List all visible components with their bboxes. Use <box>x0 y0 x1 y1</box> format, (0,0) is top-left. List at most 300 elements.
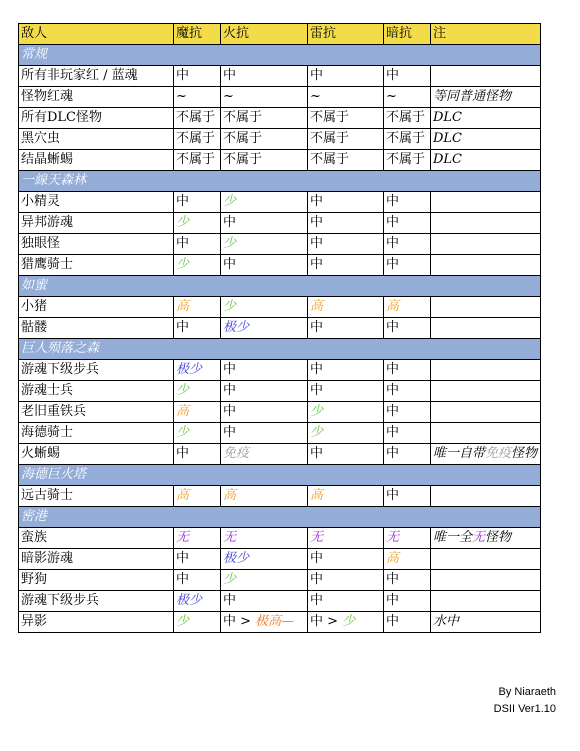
cell-fire <box>221 87 308 108</box>
cell-magic <box>174 570 221 591</box>
cell-text: 中 <box>176 446 190 461</box>
cell-magic <box>174 234 221 255</box>
cell-dark <box>384 150 431 171</box>
cell-text: 高 <box>310 299 324 314</box>
cell-text: 中 <box>176 68 190 83</box>
cell-text: 中 <box>176 236 190 251</box>
cell-dark <box>384 318 431 339</box>
table-row <box>19 549 541 570</box>
cell-enemy <box>19 444 174 465</box>
cell-text: 中 <box>310 572 324 587</box>
cell-note <box>431 549 541 570</box>
cell-dark <box>384 66 431 87</box>
cell-lightning <box>308 591 384 612</box>
cell-fire <box>221 234 308 255</box>
cell-note <box>431 150 541 171</box>
cell-dark <box>384 612 431 633</box>
cell-text: 中 <box>310 320 324 335</box>
cell-text: 结晶蜥蜴 <box>21 152 74 167</box>
cell-text: 中 <box>223 257 237 272</box>
cell-enemy <box>19 381 174 402</box>
cell-text: 中 <box>310 383 324 398</box>
cell-lightning <box>308 129 384 150</box>
cell-text: 不属于 <box>223 152 263 167</box>
cell-text: 中 <box>223 215 237 230</box>
cell-magic <box>174 423 221 444</box>
cell-text: 少 <box>223 299 237 314</box>
table-row <box>19 234 541 255</box>
cell-dark <box>384 423 431 444</box>
cell-fire <box>221 192 308 213</box>
cell-text: 独眼怪 <box>21 236 61 251</box>
cell-enemy <box>19 150 174 171</box>
cell-magic <box>174 213 221 234</box>
cell-text: 中 <box>386 383 400 398</box>
cell-magic <box>174 402 221 423</box>
cell-enemy <box>19 129 174 150</box>
cell-note <box>431 381 541 402</box>
cell-dark <box>384 360 431 381</box>
cell-text: 少 <box>176 614 190 629</box>
cell-text: 中 <box>310 68 324 83</box>
cell-lightning <box>308 66 384 87</box>
cell-note <box>431 297 541 318</box>
footer <box>494 684 556 718</box>
cell-text: 不属于 <box>176 110 216 125</box>
table-row <box>19 297 541 318</box>
cell-lightning <box>308 108 384 129</box>
cell-note <box>431 87 541 108</box>
cell-lightning <box>308 234 384 255</box>
table-row <box>19 612 541 633</box>
cell-text-part: 唯一自带 <box>433 446 486 461</box>
cell-fire <box>221 591 308 612</box>
cell-dark <box>384 87 431 108</box>
section-row <box>19 507 541 528</box>
cell-text: 远古骑士 <box>21 488 74 503</box>
cell-text: 野狗 <box>21 572 48 587</box>
cell-magic <box>174 66 221 87</box>
cell-lightning <box>308 486 384 507</box>
cell-text: 极少 <box>176 593 203 608</box>
cell-magic <box>174 108 221 129</box>
header-enemy: 敌人 <box>19 24 174 45</box>
cell-dark <box>384 570 431 591</box>
table-header-row <box>19 24 541 45</box>
cell-fire <box>221 570 308 591</box>
table-row <box>19 360 541 381</box>
cell-note <box>431 234 541 255</box>
cell-dark <box>384 213 431 234</box>
cell-text: 中 <box>223 593 237 608</box>
cell-text: 蛮族 <box>21 530 48 545</box>
cell-enemy <box>19 528 174 549</box>
header-fire-resist: 火抗 <box>221 24 308 45</box>
cell-text: 不属于 <box>310 110 350 125</box>
cell-fire <box>221 486 308 507</box>
cell-text: 中 <box>223 383 237 398</box>
cell-lightning <box>308 213 384 234</box>
section-row <box>19 45 541 66</box>
cell-text: 中 <box>310 362 324 377</box>
section-title: 巨人殒落之森 <box>19 339 541 360</box>
cell-lightning <box>308 192 384 213</box>
cell-text: 水中 <box>433 614 460 629</box>
cell-dark <box>384 108 431 129</box>
cell-text: 少 <box>223 236 237 251</box>
cell-text: ~ <box>310 89 321 104</box>
cell-text: ~ <box>386 89 397 104</box>
cell-text: 极少 <box>176 362 203 377</box>
section-row <box>19 276 541 297</box>
cell-text: 海德骑士 <box>21 425 74 440</box>
cell-text: 高 <box>176 299 190 314</box>
cell-note <box>431 528 541 549</box>
cell-note <box>431 66 541 87</box>
cell-note <box>431 213 541 234</box>
header-dark-resist: 暗抗 <box>384 24 431 45</box>
cell-fire <box>221 255 308 276</box>
cell-text: DLC <box>433 110 463 125</box>
cell-text: 异影 <box>21 614 48 629</box>
cell-text: DLC <box>433 131 463 146</box>
cell-note <box>431 486 541 507</box>
cell-note <box>431 423 541 444</box>
cell-magic <box>174 129 221 150</box>
cell-enemy <box>19 486 174 507</box>
cell-enemy <box>19 402 174 423</box>
cell-fire <box>221 381 308 402</box>
cell-text: 火蜥蜴 <box>21 446 61 461</box>
cell-fire <box>221 360 308 381</box>
cell-text: 中 <box>386 68 400 83</box>
cell-note <box>431 318 541 339</box>
cell-fire <box>221 213 308 234</box>
cell-text: 无 <box>176 530 190 545</box>
cell-enemy <box>19 318 174 339</box>
cell-fire <box>221 528 308 549</box>
cell-text: 中 <box>386 320 400 335</box>
cell-text: 高 <box>310 488 324 503</box>
header-magic-resist: 魔抗 <box>174 24 221 45</box>
cell-text: 暗影游魂 <box>21 551 74 566</box>
cell-note <box>431 444 541 465</box>
cell-magic <box>174 360 221 381</box>
cell-text: 异邦游魂 <box>21 215 74 230</box>
cell-text: 少 <box>176 215 190 230</box>
cell-lightning <box>308 528 384 549</box>
cell-lightning <box>308 612 384 633</box>
table-row <box>19 444 541 465</box>
cell-text: 少 <box>176 257 190 272</box>
cell-text: 中 <box>176 551 190 566</box>
cell-text: 中 <box>310 257 324 272</box>
cell-text: 游魂士兵 <box>21 383 74 398</box>
cell-text: 少 <box>310 404 324 419</box>
cell-magic <box>174 255 221 276</box>
cell-text: 不属于 <box>386 152 426 167</box>
cell-note <box>431 108 541 129</box>
cell-text-part: 怪物 <box>485 530 512 545</box>
cell-text: 中 <box>223 425 237 440</box>
cell-text: 不属于 <box>223 110 263 125</box>
section-title: 一線天森林 <box>19 171 541 192</box>
cell-text: 中 <box>176 194 190 209</box>
cell-text: 中 <box>310 551 324 566</box>
cell-note <box>431 192 541 213</box>
cell-fire <box>221 108 308 129</box>
cell-text: 不属于 <box>310 131 350 146</box>
cell-note <box>431 570 541 591</box>
cell-lightning <box>308 318 384 339</box>
cell-note <box>431 255 541 276</box>
cell-lightning <box>308 360 384 381</box>
cell-enemy <box>19 234 174 255</box>
cell-text: 高 <box>386 551 400 566</box>
cell-enemy <box>19 255 174 276</box>
cell-text: 免疫 <box>223 446 250 461</box>
cell-lightning <box>308 150 384 171</box>
cell-enemy <box>19 549 174 570</box>
cell-dark <box>384 381 431 402</box>
cell-note <box>431 591 541 612</box>
table-row <box>19 318 541 339</box>
cell-text: 极少 <box>223 320 250 335</box>
cell-dark <box>384 297 431 318</box>
cell-text: 所有非玩家红 / 蓝魂 <box>21 68 138 83</box>
section-title: 常规 <box>19 45 541 66</box>
table-row <box>19 570 541 591</box>
cell-text: 无 <box>310 530 324 545</box>
cell-magic <box>174 381 221 402</box>
cell-text: DLC <box>433 152 463 167</box>
table-row <box>19 381 541 402</box>
cell-text: ~ <box>223 89 234 104</box>
cell-enemy <box>19 360 174 381</box>
cell-text: 小精灵 <box>21 194 61 209</box>
cell-lightning <box>308 255 384 276</box>
cell-lightning <box>308 297 384 318</box>
cell-note <box>431 402 541 423</box>
cell-text: 中 <box>386 446 400 461</box>
cell-text: 中 <box>223 362 237 377</box>
cell-magic <box>174 87 221 108</box>
cell-text: 中 <box>386 488 400 503</box>
cell-dark <box>384 549 431 570</box>
cell-text: 中 <box>386 614 400 629</box>
cell-dark <box>384 591 431 612</box>
table-row <box>19 66 541 87</box>
cell-magic <box>174 549 221 570</box>
cell-text: 不属于 <box>386 110 426 125</box>
cell-enemy <box>19 192 174 213</box>
table-body <box>19 45 541 633</box>
cell-magic <box>174 591 221 612</box>
cell-text: 中 <box>386 362 400 377</box>
cell-dark <box>384 444 431 465</box>
table-row <box>19 192 541 213</box>
cell-magic <box>174 486 221 507</box>
cell-magic <box>174 192 221 213</box>
cell-dark <box>384 486 431 507</box>
version-label: DSII Ver1.10 <box>493 703 556 715</box>
cell-magic <box>174 318 221 339</box>
cell-dark <box>384 234 431 255</box>
cell-text: 不属于 <box>310 152 350 167</box>
cell-fire <box>221 297 308 318</box>
cell-text: 中 <box>386 194 400 209</box>
cell-text: 少 <box>176 383 190 398</box>
table-row <box>19 255 541 276</box>
cell-text: 高 <box>176 488 190 503</box>
table-row <box>19 150 541 171</box>
table-row <box>19 528 541 549</box>
cell-lightning <box>308 381 384 402</box>
cell-text: 无 <box>386 530 400 545</box>
cell-text: 中 <box>223 68 237 83</box>
cell-lightning <box>308 402 384 423</box>
cell-text: 中 <box>386 236 400 251</box>
cell-enemy <box>19 87 174 108</box>
table-row <box>19 108 541 129</box>
cell-text: 中 <box>223 404 237 419</box>
section-row <box>19 465 541 486</box>
table-row <box>19 486 541 507</box>
cell-enemy <box>19 612 174 633</box>
table-row <box>19 423 541 444</box>
cell-text: 不属于 <box>386 131 426 146</box>
cell-text: 中 <box>386 404 400 419</box>
cell-fire <box>221 549 308 570</box>
cell-text: 中 <box>310 446 324 461</box>
cell-fire <box>221 612 308 633</box>
cell-text: 极少 <box>223 551 250 566</box>
cell-text-part: 唯一全 <box>433 530 473 545</box>
cell-dark <box>384 402 431 423</box>
cell-text: 怪物红魂 <box>21 89 74 104</box>
cell-dark <box>384 528 431 549</box>
cell-text-part: 中 > <box>223 614 256 629</box>
cell-text: 骷髅 <box>21 320 48 335</box>
cell-magic <box>174 444 221 465</box>
cell-text: 中 <box>386 593 400 608</box>
table-row <box>19 87 541 108</box>
cell-text: 中 <box>176 320 190 335</box>
cell-text: 中 <box>386 425 400 440</box>
cell-enemy <box>19 66 174 87</box>
cell-fire <box>221 402 308 423</box>
cell-dark <box>384 255 431 276</box>
table-row <box>19 591 541 612</box>
table-row <box>19 129 541 150</box>
cell-text: 中 <box>176 572 190 587</box>
cell-magic <box>174 150 221 171</box>
cell-text: ~ <box>176 89 187 104</box>
cell-text-part: 少 <box>342 614 356 629</box>
resistance-table <box>18 23 541 633</box>
cell-text-part: 无 <box>472 530 486 545</box>
cell-dark <box>384 192 431 213</box>
cell-text: 中 <box>310 194 324 209</box>
header-note: 注 <box>431 24 541 45</box>
cell-dark <box>384 129 431 150</box>
cell-fire <box>221 444 308 465</box>
cell-enemy <box>19 423 174 444</box>
table-row <box>19 402 541 423</box>
section-title: 如蜜 <box>19 276 541 297</box>
cell-note <box>431 129 541 150</box>
cell-text: 少 <box>310 425 324 440</box>
section-title: 海德巨火塔 <box>19 465 541 486</box>
cell-text: 等同普通怪物 <box>433 89 512 104</box>
cell-text: 少 <box>223 572 237 587</box>
cell-enemy <box>19 108 174 129</box>
cell-text: 猎鹰骑士 <box>21 257 74 272</box>
cell-magic <box>174 612 221 633</box>
cell-text: 中 <box>310 215 324 230</box>
cell-text: 少 <box>223 194 237 209</box>
cell-text: 中 <box>386 572 400 587</box>
cell-lightning <box>308 444 384 465</box>
cell-enemy <box>19 570 174 591</box>
section-title: 密港 <box>19 507 541 528</box>
cell-text-part: 免疫 <box>485 446 512 461</box>
cell-lightning <box>308 87 384 108</box>
table-row <box>19 213 541 234</box>
header-lightning-resist: 雷抗 <box>308 24 384 45</box>
cell-fire <box>221 129 308 150</box>
cell-enemy <box>19 591 174 612</box>
cell-text: 中 <box>310 236 324 251</box>
section-row <box>19 339 541 360</box>
cell-text: 高 <box>386 299 400 314</box>
cell-text: 不属于 <box>176 152 216 167</box>
cell-text: 小猪 <box>21 299 48 314</box>
cell-text: 高 <box>176 404 190 419</box>
cell-text: 不属于 <box>176 131 216 146</box>
cell-note <box>431 612 541 633</box>
cell-text: 游魂下级步兵 <box>21 593 100 608</box>
cell-text: 中 <box>310 593 324 608</box>
cell-lightning <box>308 549 384 570</box>
cell-note <box>431 360 541 381</box>
author-credit: By Niaraeth <box>498 686 556 698</box>
cell-text-part: 极高— <box>255 614 295 629</box>
section-row <box>19 171 541 192</box>
cell-text: 不属于 <box>223 131 263 146</box>
cell-fire <box>221 318 308 339</box>
cell-text: 黑穴虫 <box>21 131 61 146</box>
cell-text-part: 怪物 <box>511 446 538 461</box>
cell-text: 所有DLC怪物 <box>21 110 103 125</box>
cell-enemy <box>19 213 174 234</box>
cell-text: 老旧重铁兵 <box>21 404 87 419</box>
cell-magic <box>174 528 221 549</box>
cell-lightning <box>308 570 384 591</box>
cell-lightning <box>308 423 384 444</box>
cell-text: 少 <box>176 425 190 440</box>
cell-text-part: 中 > <box>310 614 343 629</box>
cell-enemy <box>19 297 174 318</box>
cell-fire <box>221 66 308 87</box>
cell-fire <box>221 150 308 171</box>
cell-text: 无 <box>223 530 237 545</box>
cell-magic <box>174 297 221 318</box>
cell-text: 中 <box>386 215 400 230</box>
cell-text: 中 <box>386 257 400 272</box>
cell-text: 游魂下级步兵 <box>21 362 100 377</box>
cell-text: 高 <box>223 488 237 503</box>
